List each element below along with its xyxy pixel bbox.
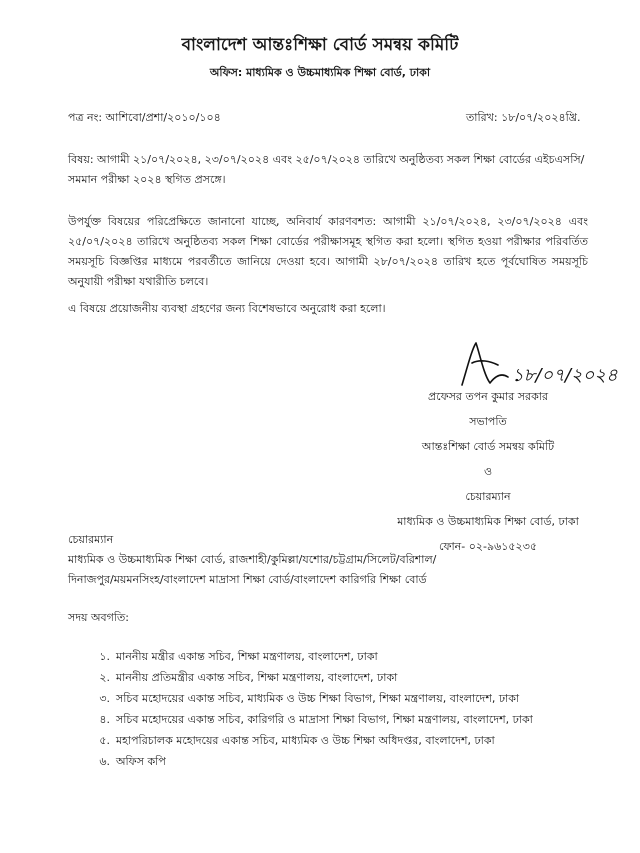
subject-text: আগামী ২১/০৭/২০২৪, ২৩/০৭/২০২৪ এবং ২৫/০৭/২০২৪ তারিখে অনুষ্ঠিতব্য সকল শিক্ষা বোর্ডের এইচএসসি/সমমান পরীক্ষা ২০২৪ স্থগিত প্রসঙ্গে। xyxy=(68,153,585,186)
list-item-text: মাননীয় প্রতিমন্ত্রীর একান্ত সচিব, শিক্ষা মন্ত্রণালয়, বাংলাদেশ, ঢাকা xyxy=(116,671,398,684)
recipient-title: চেয়ারম্যান xyxy=(68,533,114,546)
recipient-line-2: দিনাজপুর/ময়মনসিংহ/বাংলাদেশ মাদ্রাসা শিক্ষা বোর্ড/বাংলাদেশ কারিগরি শিক্ষা বোর্ড xyxy=(68,573,427,586)
subject-line xyxy=(68,150,588,190)
list-item-text: অফিস কপি xyxy=(116,755,166,768)
cc-title: সদয় অবগতি: xyxy=(68,611,129,624)
recipient-line-1: মাধ্যমিক ও উচ্চমাধ্যমিক শিক্ষা বোর্ড, রাজশাহী/কুমিল্লা/যশোর/চট্টগ্রাম/সিলেট/বরিশাল/ xyxy=(68,553,437,566)
list-item xyxy=(68,734,608,748)
list-item-number: ৫. xyxy=(99,734,110,747)
reference-number: পত্র নং: আশিবো/প্রশা/২০১০/১০৪ xyxy=(68,111,221,124)
list-item-number: ৬. xyxy=(99,755,110,768)
list-item xyxy=(68,713,608,727)
signatory-role-chairman: চেয়ারম্যান xyxy=(465,490,511,503)
body-paragraph: উপর্যুক্ত বিষয়ের পরিপ্রেক্ষিতে জানানো যাচ্ছে, অনিবার্য কারণবশত: আগামী ২১/০৭/২০২৪, ২৩/০৭/২০২৪ এবং ২৫/০৭/২০২৪ তারিখে অনুষ্ঠিতব্য সকল শিক্ষা বোর্ডের পরীক্ষাসমূহ স্থগিত করা হলো। স্থগিত হওয়া পরীক্ষার পরিবর্তিত সময়সূচি বিজ্ঞপ্তির মাধ্যমে পরবর্তীতে জানিয়ে দেওয়া হবে। আগামী ২৮/০৭/২০২৪ তারিখ হতে পূর্বঘোষিত সময়সূচি অনুযায়ী পরীক্ষা যথারীতি চলবে। xyxy=(68,215,588,288)
signatory-name: প্রফেসর তপন কুমার সরকার xyxy=(427,390,549,403)
signatory-org-committee: আন্তঃশিক্ষা বোর্ড সমন্বয় কমিটি xyxy=(421,440,555,453)
list-item xyxy=(68,650,608,664)
list-item xyxy=(68,692,608,706)
list-item-number: ১. xyxy=(99,650,110,663)
list-item-text: সচিব মহোদয়ের একান্ত সচিব, মাধ্যমিক ও উচ্চ শিক্ষা বিভাগ, শিক্ষা মন্ত্রণালয়, বাংলাদেশ, ঢাকা xyxy=(116,692,520,705)
letter-date: তারিখ: ১৮/০৭/২০২৪খ্রি. xyxy=(466,111,581,124)
signature-date: ১৮/০৭/২০২৪ xyxy=(512,365,618,386)
list-item-number: ২. xyxy=(99,671,110,684)
list-item xyxy=(68,671,608,685)
recipient-block xyxy=(68,530,568,590)
list-item-text: সচিব মহোদয়ের একান্ত সচিব, কারিগরি ও মাদ্রাসা শিক্ষা বিভাগ, শিক্ষা মন্ত্রণালয়, বাংলাদেশ, ঢাকা xyxy=(116,713,533,726)
signatory-org-board: মাধ্যমিক ও উচ্চমাধ্যমিক শিক্ষা বোর্ড, ঢাকা xyxy=(397,515,579,528)
list-item-text: মাননীয় মন্ত্রীর একান্ত সচিব, শিক্ষা মন্ত্রণালয়, বাংলাদেশ, ঢাকা xyxy=(116,650,378,663)
list-item xyxy=(68,755,608,769)
list-item-number: ৪. xyxy=(99,713,110,726)
signature-drawing xyxy=(450,335,640,395)
letterhead-subtitle: অফিস: মাধ্যমিক ও উচ্চমাধ্যমিক শিক্ষা বোর্ড, ঢাকা xyxy=(209,66,431,79)
list-item-number: ৩. xyxy=(99,692,110,705)
cc-list xyxy=(68,650,608,776)
signatory-role-chair: সভাপতি xyxy=(469,415,507,428)
letterhead-title: বাংলাদেশ আন্তঃশিক্ষা বোর্ড সমন্বয় কমিটি xyxy=(181,35,459,55)
signatory-and: ও xyxy=(483,465,493,478)
subject-label: বিষয়: xyxy=(68,153,94,166)
handwritten-signature xyxy=(450,335,640,395)
request-line: এ বিষয়ে প্রয়োজনীয় ব্যবস্থা গ্রহণের জন্য বিশেষভাবে অনুরোধ করা হলো। xyxy=(68,302,386,315)
signatory-phone: ফোন- ০২-৯৬১৫২৩৫ xyxy=(438,540,537,553)
list-item-text: মহাপরিচালক মহোদয়ের একান্ত সচিব, মাধ্যমিক ও উচ্চ শিক্ষা অধিদপ্তর, বাংলাদেশ, ঢাকা xyxy=(116,734,495,747)
